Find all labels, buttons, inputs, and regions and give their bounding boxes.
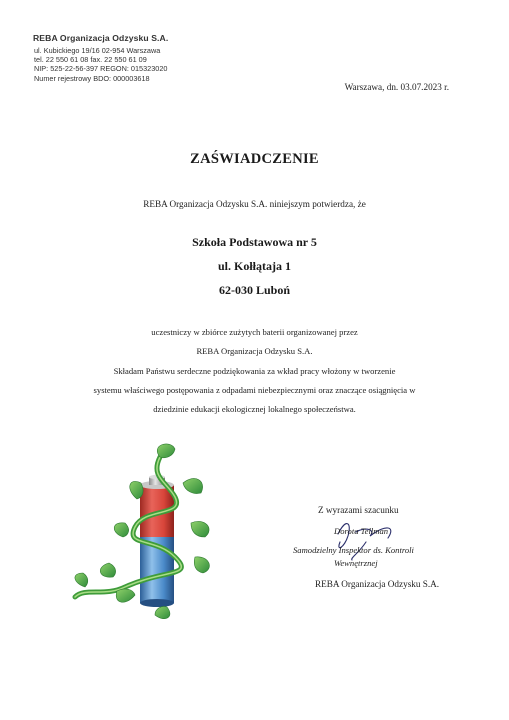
battery-vine-illustration <box>55 437 235 622</box>
body-line: Składam Państwu serdeczne podziękowania za wkład pracy włożony w tworzenie <box>113 366 396 376</box>
recipient-city: 62-030 Luboń <box>218 283 291 297</box>
body-line: systemu właściwego postępowania z odpadami niebezpiecznymi oraz znaczące osiągnięcia w <box>93 385 416 395</box>
sender-bdo-number: Numer rejestrowy BDO: 000003618 <box>34 73 150 83</box>
closing-regards: Z wyrazami szacunku <box>318 505 399 515</box>
recipient-school: Szkoła Podstawowa nr 5 <box>192 235 317 249</box>
body-line: dziedzinie edukacji ekologicznej lokalnego społeczeństwa. <box>153 404 356 414</box>
body-line: uczestniczy w zbiórce zużytych baterii organizowanej przez <box>151 327 358 337</box>
place-date: Warszawa, dn. 03.07.2023 r. <box>344 82 449 92</box>
sender-phone: tel. 22 550 61 08 fax. 22 550 61 09 <box>34 55 147 65</box>
sender-name: REBA Organizacja Odzysku S.A. <box>33 33 169 43</box>
signer-name: Dorota Tellman <box>334 526 389 536</box>
sender-address: ul. Kubickiego 19/16 02-954 Warszawa <box>34 46 161 55</box>
signer-title: Samodzielny Inspektor ds. Kontroli <box>293 545 414 555</box>
confirmation-text: REBA Organizacja Odzysku S.A. niniejszym potwierdza, że <box>143 199 366 209</box>
signer-title-continued: Wewnętrznej <box>334 558 378 568</box>
signer-organization: REBA Organizacja Odzysku S.A. <box>315 579 440 589</box>
recipient-street: ul. Kołłątaja 1 <box>217 259 291 273</box>
sender-tax-ids: NIP: 525-22-56-397 REGON: 015323020 <box>34 64 168 74</box>
sender-block <box>33 33 168 83</box>
body-line: REBA Organizacja Odzysku S.A. <box>196 346 313 356</box>
document-title: ZAŚWIADCZENIE <box>190 151 319 167</box>
